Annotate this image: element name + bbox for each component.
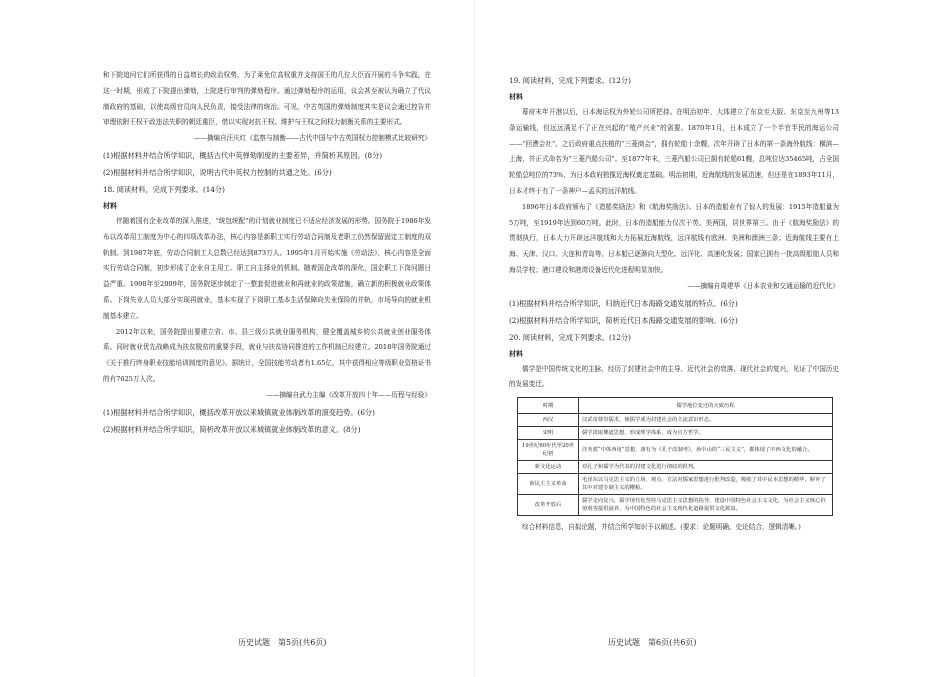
page-6-content: [509, 72, 839, 536]
table-row: [518, 495, 833, 516]
table-cell-period: 西汉: [518, 414, 579, 427]
page-6-footer: 历史试题 第6页(共6页): [608, 638, 697, 647]
q18-material-p2: 2012年以来，国务院提出要建立省、市、县三级公共就业服务机构，健全覆盖城乡的公共就业创业服务体系。同时就业优先战略成为扶贫脱贫的重要手段，就业与扶贫协同推进的工作机制已经建立。2018年国务院通过《关于推行终身职业技能培训制度的意见》。据统计，全国技能劳动者有1.65亿，其中获得相应等级职业资格证书的有7625万人次。: [103, 327, 431, 383]
q19-part-2: (2)根据材料并结合所学知识，简析近代日本海路交通发展的影响。(6分): [509, 315, 738, 325]
table-header-process: 儒学地位变迁的大致历程: [579, 398, 833, 414]
confucianism-history-table: [517, 397, 833, 516]
table-header-row: [518, 398, 833, 414]
table-cell-description: 儒学走向复兴，儒学现代化坚持马克思主义思想的指导，建设中国特色社会主义文化，为社会主义核心价值观等提供滋养，为中国特色的社会主义现代化道路提供文化源泉。: [579, 495, 833, 516]
table-cell-description: 儒学汲取佛道思想，形成理学体系，成为官方哲学。: [579, 427, 833, 440]
table-cell-description: 对孔子和儒学为代表的封建文化进行彻底的批判。: [579, 461, 833, 474]
q20-heading: 20. 阅读材料，完成下列要求。(12分): [509, 332, 631, 342]
q17-part-2: (2)根据材料并结合所学知识，说明古代中英权力控制的共通之处。(6分): [103, 167, 332, 177]
table-cell-period: 19世纪60年代至20世纪初: [518, 440, 579, 461]
table-cell-description: 汉武帝尊崇儒术，使儒学成为封建社会的主流意识形态。: [579, 414, 833, 427]
q17-source: ——摘编自汪庆红《监察与制衡——古代中国与中古英国权力控制模式比较研究》: [193, 134, 431, 143]
q20-task: 综合材料信息，自拟论题，并结合所学知识予以阐述。(要求：论题明确，史论结合，逻辑清晰。): [522, 523, 801, 532]
q18-material-label: 材料: [103, 201, 117, 210]
table-row: [518, 440, 833, 461]
page-5-content: [103, 68, 431, 438]
q19-heading: 19. 阅读材料，完成下列要求。(12分): [509, 76, 631, 85]
q17-material-continued: 和下院追问它们所获得的日益增长的政治权势，为了莱免位高权重并支持国王的几位大臣而开展的斗争实践。在这一时期，形成了下院提出弹劾，上院进行审判的弹劾程序。通过弹劾程序的运用，议会甚至被认为确立了代议制政府的基础，以使高级官员向人民负责，接受法律的统治。可见，中古英国的弹劾制度其实是议会通过控告并审理依附王权干政违法失职的朝廷重臣，借以实现对抗王权、维护与王权之间权力制衡关系的主要形式。: [103, 71, 431, 127]
q18-part-2: (2)根据材料并结合所学知识，简析改革开放以来城镇就业体制改革的意义。(8分): [103, 424, 361, 434]
table-row: [518, 461, 833, 474]
table-cell-period: 宋明: [518, 427, 579, 440]
page-6: [475, 0, 950, 677]
q17-part-1: (1)根据材料并结合所学知识，概括古代中英弹劾制度的主要差异，并简析其原因。(8分): [103, 150, 383, 160]
q18-material-p1: 伴随着国有企业改革的深入推进，“统包统配”的计划就业制度已不适应经济发展的形势。国务院于1986年发布以改革用工制度为中心的四项改革办法，核心内容是新职工实行劳动合同制及老职工仍然保留固定工制度的双轨制。到1987年底，劳动合同制工人总数已经达到873万人。1995年1月开始实施《劳动法》，核心内容是全面实行劳动合同制，初步形成了企业自主用工、职工自主择业的机制。随着国企改革的深化，国企职工下岗问题日益严重。1998年至2009年，国务院逐步制定了一整套促进就业和再就业的政策措施，确立新的积极就业政策体系。下岗失业人员大部分实现再就业，基本实现了下岗职工基本生活保障向失业保险的并轨，市场导向的就业机制基本建立。: [103, 216, 431, 320]
q19-source: ——摘编自周建华《日本农业和交通运输的近代化》: [687, 281, 839, 290]
table-cell-period: 新文化运动: [518, 461, 579, 474]
table-cell-period: 新民主主义革命: [518, 474, 579, 495]
page-5-footer: 历史试题 第5页(共6页): [238, 638, 327, 647]
q20-material-label: 材料: [509, 349, 523, 358]
table-cell-period: 改革开放后: [518, 495, 579, 516]
table-cell-description: 洋务派“中体西用”思想，康有为《孔子改制考》，孙中山的“三民主义”，都体现了中西文化的融合。: [579, 440, 833, 461]
q19-material-p1: 幕府末年开港以后，日本海运权为外轮公司所把持。在明治初年，大体建立了东京至大阪、东京至九州等13条运输线，但远远满足不了正在兴起的“殖产兴业”的需要。1870年1月，日本成立了一个半官半民的海运公司——“回漕会社”。之后政府重点扶植的“三菱商会”，拥有轮船十余艘，次年开辟了日本的第一条海外航线：横滨—上海，并正式命名为“三菱汽船公司”。至1877年末，三菱汽船公司已拥有轮船61艘，总吨位达35465吨，占全国轮船总吨位的73%，为日本政府独揽近海权奠定基础。明治初期，近海航线的发展迅速，但还是在1893年11月，日本才终于有了一条神户—孟买的远洋航线。: [509, 108, 839, 195]
q19-material-p2: 1896年日本政府颁布了《造船奖励法》和《航海奖励法》。日本的造船业有了惊人的发展：1915年造船量为5万吨，至1919年达到60万吨。此时，日本的造船能力仅次于英、美两国，居世界第三。由于《航海奖励法》的贯彻执行，日本大力开辟远洋航线和大力拓展近海航线，远洋航线有欧洲、美洲和澳洲三条；近海航线主要有上海、天津、汉口、大连和青岛等。日本船已逐渐向大型化、远洋化、高速化发展；国家已拥有一批高级船舶人员和海员学校；港口建设和港湾设备近代化进程明显加快。: [509, 202, 839, 274]
q18-heading: 18. 阅读材料，完成下列要求。(14分): [103, 184, 225, 194]
q18-source: ——摘编自武力主编《改革开放四十年——历程与经验》: [266, 390, 431, 399]
table-header-period: 时期: [518, 398, 579, 414]
q20-intro: 儒学是中国传统文化的主脉，经历了封建社会中的主导、近代社会的衰落、现代社会的复兴，见证了中国历史的发展变迁。: [509, 364, 839, 389]
table-row: [518, 414, 833, 427]
q19-material-label: 材料: [509, 93, 523, 101]
table-row: [518, 474, 833, 495]
q18-part-1: (1)根据材料并结合所学知识，概括改革开放以来城镇就业体制改革的演变趋势。(6分): [103, 407, 375, 417]
table-cell-description: 毛泽东以马克思主义的立场、观点、方法对儒家思想进行批判改造，吸收了其中民本思想的精华，摒弃了其中对建专制主义的糟粕。: [579, 474, 833, 495]
q19-part-1: (1)根据材料并结合所学知识，归纳近代日本海路交通发展的特点。(6分): [509, 298, 738, 308]
table-row: [518, 427, 833, 440]
